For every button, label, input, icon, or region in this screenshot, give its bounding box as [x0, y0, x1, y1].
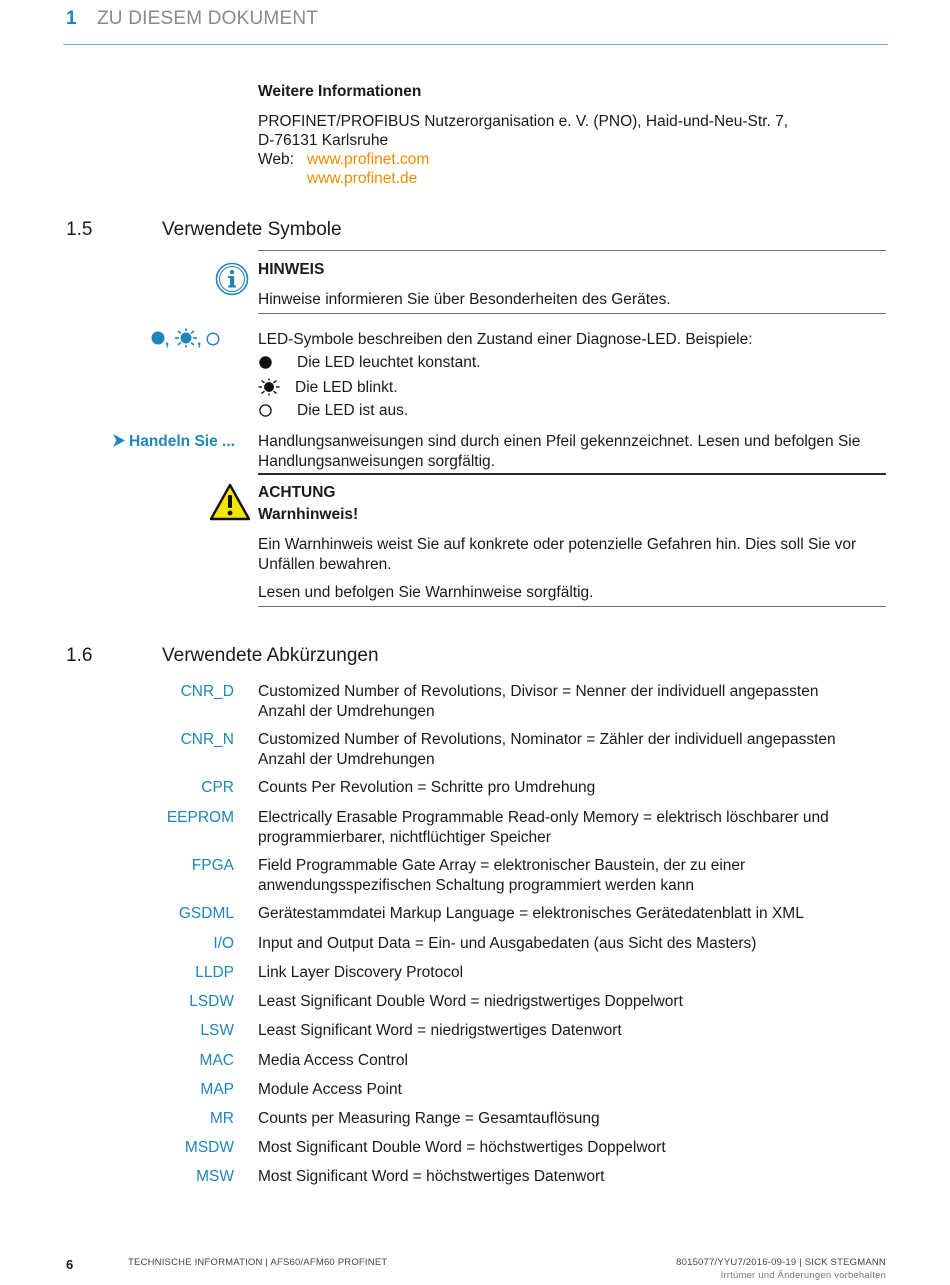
abbr-definition: Most Significant Double Word = höchstwertiges Doppelwort: [258, 1139, 666, 1156]
warning-bottom-rule: [258, 606, 886, 607]
page-number: 6: [66, 1257, 74, 1272]
link-profinet-com[interactable]: www.profinet.com: [307, 151, 430, 168]
abbr-definition: Input and Output Data = Ein- und Ausgabedaten (aus Sicht des Masters): [258, 935, 757, 952]
abbr-term: MAP: [200, 1081, 234, 1098]
abbr-term: LSW: [200, 1022, 234, 1039]
abbr-definition: Customized Number of Revolutions, Nominator = Zähler der individuell angepassten Anzahl der Umdrehungen: [258, 731, 836, 768]
abbr-term: EEPROM: [166, 809, 234, 826]
more-info-line1: PROFINET/PROFIBUS Nutzerorganisation e. V. (PNO), Haid-und-Neu-Str. 7,: [258, 113, 789, 130]
abbr-definition: Most Significant Word = höchstwertiges Datenwort: [258, 1168, 605, 1185]
footer-disclaimer: Irrtümer und Änderungen vorbehalten: [720, 1270, 886, 1281]
warning-title: ACHTUNG: [258, 484, 336, 501]
led-comma: ,: [165, 332, 170, 349]
led-off-icon: [259, 404, 272, 417]
footer-doc-id: 8015077/YYU7/2016-09-19 | SICK STEGMANN: [676, 1257, 886, 1268]
header-divider: [63, 44, 888, 45]
led-on-icon: [259, 356, 272, 369]
abbr-definition: Field Programmable Gate Array = elektronischer Baustein, der zu einer anwendungsspezifischen Schaltung programmiert werden kann: [258, 857, 746, 894]
abbr-term: CNR_N: [180, 731, 234, 748]
abbr-definition: Media Access Control: [258, 1052, 408, 1069]
note-top-rule: [258, 250, 886, 251]
warning-text-2: Lesen und befolgen Sie Warnhinweise sorgfältig.: [258, 584, 594, 601]
more-info-title: Weitere Informationen: [258, 83, 422, 100]
abbr-term: LLDP: [195, 964, 234, 981]
arrow-icon: [112, 433, 126, 448]
chapter-number: 1: [66, 8, 77, 29]
abbr-definition: Module Access Point: [258, 1081, 402, 1098]
led-blink-text: Die LED blinkt.: [295, 379, 398, 396]
abbr-term: MR: [209, 1110, 234, 1127]
led-on-blue-icon: [151, 331, 165, 345]
led-blink-blue-icon: [173, 328, 199, 348]
led-off-blue-icon: [206, 332, 220, 346]
led-comma: ,: [197, 332, 202, 349]
abbr-term: LSDW: [189, 993, 234, 1010]
web-label: Web:: [258, 151, 294, 168]
abbr-definition: Customized Number of Revolutions, Divisor = Nenner der individuell angepassten Anzahl der Umdrehungen: [258, 683, 819, 720]
section-title-symbols: Verwendete Symbole: [162, 219, 342, 240]
footer-doc-info: TECHNISCHE INFORMATION | AFS60/AFM60 PROFINET: [128, 1257, 388, 1268]
section-number-symbols: 1.5: [66, 219, 93, 240]
abbr-definition: Counts per Measuring Range = Gesamtauflösung: [258, 1110, 600, 1127]
warning-text-1: Ein Warnhinweis weist Sie auf konkrete oder potenzielle Gefahren hin. Dies soll Sie vor Unfällen bewahren.: [258, 536, 857, 573]
led-off-text: Die LED ist aus.: [297, 402, 409, 419]
warning-top-rule: [258, 473, 886, 475]
warning-subtitle: Warnhinweis!: [258, 506, 359, 523]
abbr-definition: Counts Per Revolution = Schritte pro Umdrehung: [258, 779, 596, 796]
section-title-abbr: Verwendete Abkürzungen: [162, 645, 379, 666]
abbr-term: FPGA: [191, 857, 234, 874]
action-text: Handlungsanweisungen sind durch einen Pfeil gekennzeichnet. Lesen und befolgen Sie Handlungsanweisungen sorgfältig.: [258, 433, 861, 470]
led-intro: LED-Symbole beschreiben den Zustand einer Diagnose-LED. Beispiele:: [258, 331, 753, 348]
section-number-abbr: 1.6: [66, 645, 93, 666]
abbr-definition: Least Significant Double Word = niedrigstwertiges Doppelwort: [258, 993, 683, 1010]
abbr-term: CNR_D: [180, 683, 234, 700]
abbr-term: MSDW: [184, 1139, 234, 1156]
abbr-term: MSW: [196, 1168, 234, 1185]
action-label: Handeln Sie ...: [129, 433, 235, 450]
abbr-term: CPR: [201, 779, 234, 796]
abbr-term: MAC: [199, 1052, 234, 1069]
note-title: HINWEIS: [258, 261, 325, 278]
info-icon: [215, 262, 249, 296]
abbr-definition: Gerätestammdatei Markup Language = elektronisches Gerätedatenblatt in XML: [258, 905, 804, 922]
abbr-term: I/O: [213, 935, 234, 952]
note-text: Hinweise informieren Sie über Besonderheiten des Gerätes.: [258, 291, 671, 308]
abbr-definition: Link Layer Discovery Protocol: [258, 964, 464, 981]
more-info-line2: D-76131 Karlsruhe: [258, 132, 389, 149]
abbr-definition: Least Significant Word = niedrigstwertiges Datenwort: [258, 1022, 622, 1039]
link-profinet-de[interactable]: www.profinet.de: [307, 170, 418, 187]
chapter-title: ZU DIESEM DOKUMENT: [97, 8, 319, 29]
led-blink-icon: [257, 378, 281, 396]
note-bottom-rule: [258, 313, 886, 314]
abbr-term: GSDML: [178, 905, 234, 922]
warning-triangle-icon: [209, 483, 251, 521]
abbr-definition: Electrically Erasable Programmable Read-only Memory = elektrisch löschbarer und programmierbarer, nichtflüchtiger Speicher: [258, 809, 829, 846]
led-on-text: Die LED leuchtet konstant.: [297, 354, 481, 371]
